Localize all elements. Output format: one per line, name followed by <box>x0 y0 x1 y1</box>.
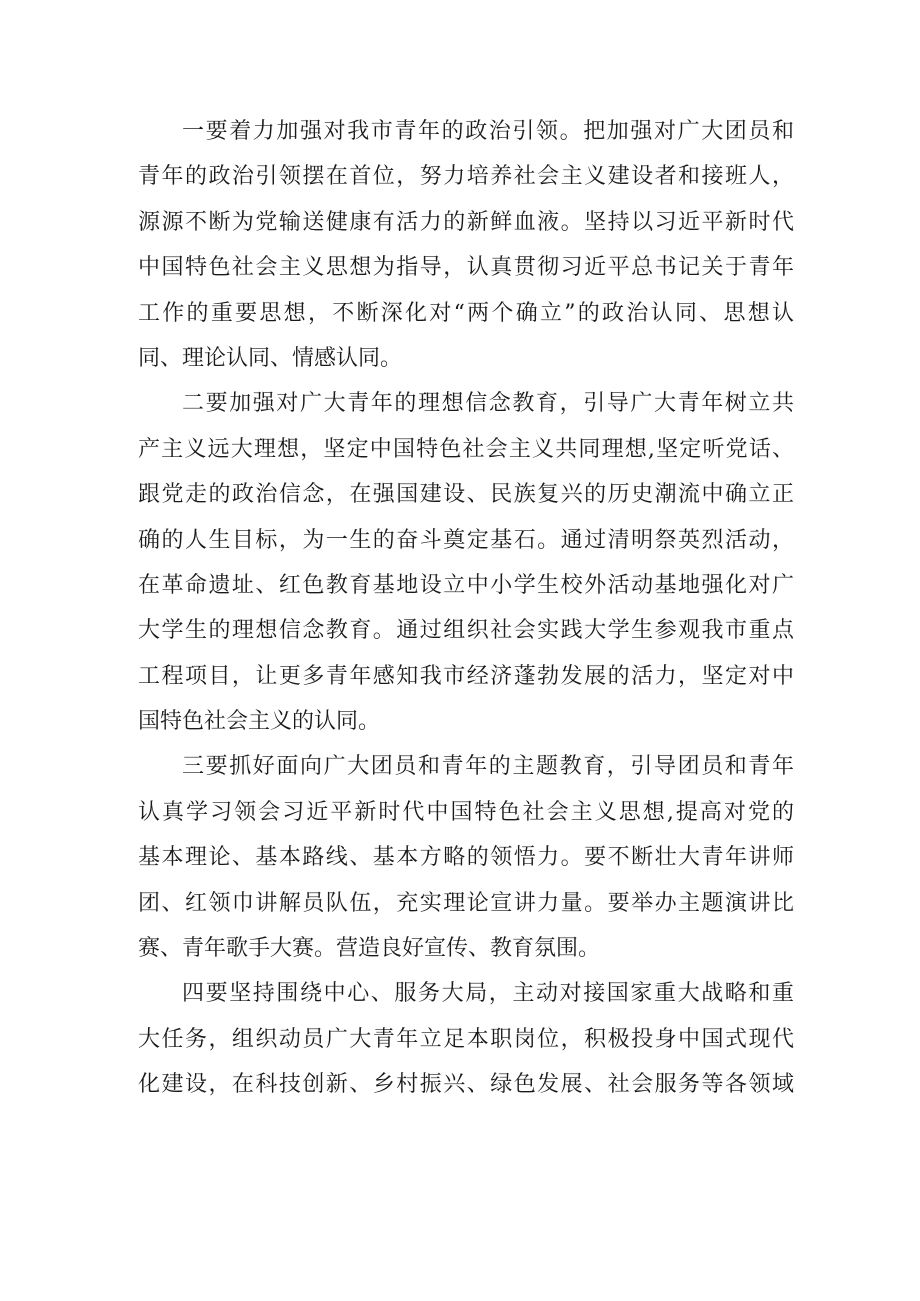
text-line: 认真学习领会习近平新时代中国特色社会主义思想,提高对党的 <box>138 799 794 825</box>
paragraph-theme-education <box>138 744 794 971</box>
text-line: 工作的重要思想，不断深化对“两个确立”的政治认同、思想认 <box>138 300 794 326</box>
text-line: 三要抓好面向广大团员和青年的主题教育，引导团员和青年 <box>182 754 794 780</box>
text-line: 源源不断为党输送健康有活力的新鲜血液。坚持以习近平新时代 <box>138 209 794 235</box>
text-line: 产主义远大理想，坚定中国特色社会主义共同理想,坚定听党话、 <box>138 436 794 462</box>
text-line: 大任务，组织动员广大青年立足本职岗位，积极投身中国式现代 <box>138 1026 794 1052</box>
text-line: 四要坚持围绕中心、服务大局，主动对接国家重大战略和重 <box>182 981 794 1007</box>
text-line: 工程项目，让更多青年感知我市经济蓬勃发展的活力，坚定对中 <box>138 663 794 689</box>
text-line: 中国特色社会主义思想为指导，认真贯彻习近平总书记关于青年 <box>138 255 794 281</box>
paragraph-ideals-education <box>138 381 794 744</box>
text-line: 团、红领巾讲解员队伍，充实理论宣讲力量。要举办主题演讲比 <box>138 890 794 916</box>
text-line: 青年的政治引领摆在首位，努力培养社会主义建设者和接班人， <box>138 164 794 190</box>
text-line: 确的人生目标，为一生的奋斗奠定基石。通过清明祭英烈活动， <box>138 527 794 553</box>
text-line: 在革命遗址、红色教育基地设立中小学生校外活动基地强化对广 <box>138 572 794 598</box>
text-line: 赛、青年歌手大赛。营造良好宣传、教育氛围。 <box>138 936 601 962</box>
text-line: 二要加强对广大青年的理想信念教育，引导广大青年树立共 <box>182 391 794 417</box>
text-line: 化建设，在科技创新、乡村振兴、绿色发展、社会服务等各领域 <box>138 1072 794 1098</box>
text-line: 基本理论、基本路线、基本方略的领悟力。要不断壮大青年讲师 <box>138 845 794 871</box>
paragraph-serve-center <box>138 971 794 1107</box>
text-line: 同、理论认同、情感认同。 <box>138 345 403 371</box>
text-line: 一要着力加强对我市青年的政治引领。把加强对广大团员和 <box>182 119 794 144</box>
text-line: 跟党走的政治信念，在强国建设、民族复兴的历史潮流中确立正 <box>138 482 794 508</box>
text-line: 国特色社会主义的认同。 <box>138 709 381 735</box>
text-line: 大学生的理想信念教育。通过组织社会实践大学生参观我市重点 <box>138 618 794 644</box>
document-body <box>138 109 794 1108</box>
paragraph-political-guidance <box>138 109 794 381</box>
